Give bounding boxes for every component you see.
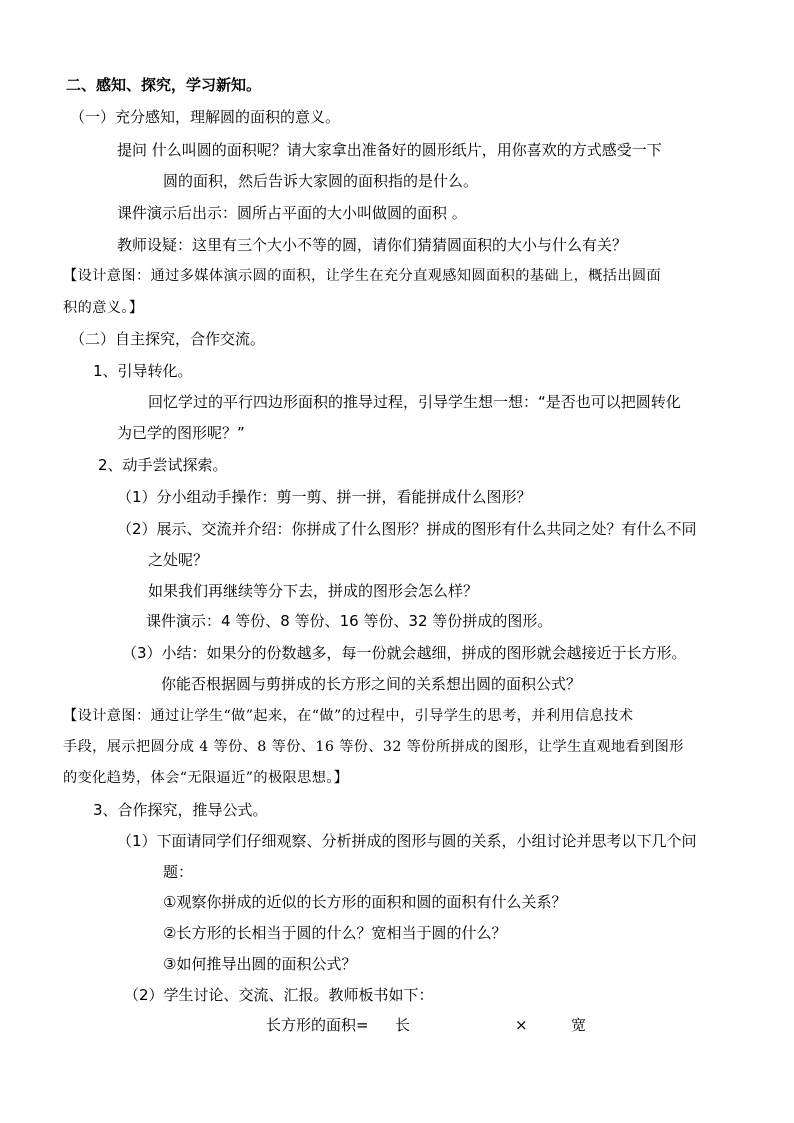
step-3-question-2: ②长方形的长相当于圆的什么？宽相当于圆的什么？ bbox=[163, 924, 507, 942]
paragraph-question-line-2: 圆的面积，然后告诉大家圆的面积指的是什么。 bbox=[163, 172, 479, 190]
design-intent-2-line-2: 手段，展示把圆分成 4 等份、8 等份、16 等份、32 等份所拼成的图形，让学生直观地看到图形 bbox=[63, 739, 684, 755]
step-3-title: 3、合作探究，推导公式。 bbox=[93, 801, 268, 819]
step-2-item-3-line-1: （3）小结：如果分的份数越多，每一份就会越细，拼成的图形就会越接近于长方形。 bbox=[122, 644, 687, 662]
formula-left-side: 长方形的面积= bbox=[266, 1016, 369, 1034]
formula-times-sign: × bbox=[515, 1016, 528, 1034]
step-3-item-1-line-2: 题： bbox=[163, 863, 194, 881]
paragraph-demo: 课件演示后出示：圆所占平面的大小叫做圆的面积 。 bbox=[117, 204, 467, 222]
step-2-title: 2、动手尝试探索。 bbox=[98, 456, 228, 474]
design-intent-2-line-1: 【设计意图：通过让学生“做”起来，在“做”的过程中，引导学生的思考，并利用信息技术 bbox=[63, 708, 634, 724]
design-intent-2-line-3: 的变化趋势，体会“无限逼近”的极限思想。】 bbox=[63, 770, 349, 786]
section-heading: 二、感知、探究，学习新知。 bbox=[66, 76, 262, 94]
step-1-title: 1、引导转化。 bbox=[93, 362, 193, 380]
paragraph-question-line-1: 提问 什么叫圆的面积呢？请大家拿出准备好的圆形纸片，用你喜欢的方式感受一下 bbox=[117, 141, 662, 159]
formula-width: 宽 bbox=[571, 1016, 587, 1034]
step-1-text-line-1: 回忆学过的平行四边形面积的推导过程，引导学生想一想：“是否也可以把圆转化 bbox=[148, 393, 681, 411]
step-2-item-2-line-1: （2）展示、交流并介绍：你拼成了什么图形？拼成的图形有什么共同之处？有什么不同 bbox=[117, 520, 697, 538]
step-3-question-3: ③如何推导出圆的面积公式？ bbox=[163, 955, 357, 973]
subsection-title-2: （二）自主探究，合作交流。 bbox=[70, 330, 266, 348]
step-2-item-3-line-2: 你能否根据圆与剪拼成的长方形之间的关系想出圆的面积公式？ bbox=[161, 675, 582, 693]
step-2-item-2-line-2: 之处呢？ bbox=[148, 551, 209, 569]
step-3-item-1-line-1: （1）下面请同学们仔细观察、分析拼成的图形与圆的关系，小组讨论并思考以下几个问 bbox=[117, 832, 697, 850]
step-2-item-2-line-3: 如果我们再继续等分下去，拼成的图形会怎么样？ bbox=[148, 582, 479, 600]
design-intent-1-line-1: 【设计意图：通过多媒体演示圆的面积，让学生在充分直观感知圆面积的基础上，概括出圆面 bbox=[63, 268, 662, 284]
subsection-title-1: （一）充分感知，理解圆的面积的意义。 bbox=[70, 108, 341, 126]
step-1-text-line-2: 为已学的图形呢？” bbox=[117, 424, 245, 442]
step-3-item-2: （2）学生讨论、交流、汇报。教师板书如下： bbox=[124, 986, 434, 1004]
step-2-item-1: （1）分小组动手操作：剪一剪、拼一拼，看能拼成什么图形？ bbox=[117, 488, 532, 506]
design-intent-1-line-2: 积的意义。】 bbox=[63, 300, 144, 316]
paragraph-teacher-doubt: 教师设疑：这里有三个大小不等的圆，请你们猜猜圆面积的大小与什么有关？ bbox=[117, 236, 628, 254]
step-3-question-1: ①观察你拼成的近似的长方形的面积和圆的面积有什么关系？ bbox=[163, 893, 567, 911]
step-2-item-2-line-4: 课件演示：4 等份、8 等份、16 等份、32 等份拼成的图形。 bbox=[146, 612, 553, 630]
formula-length: 长 bbox=[395, 1016, 411, 1034]
